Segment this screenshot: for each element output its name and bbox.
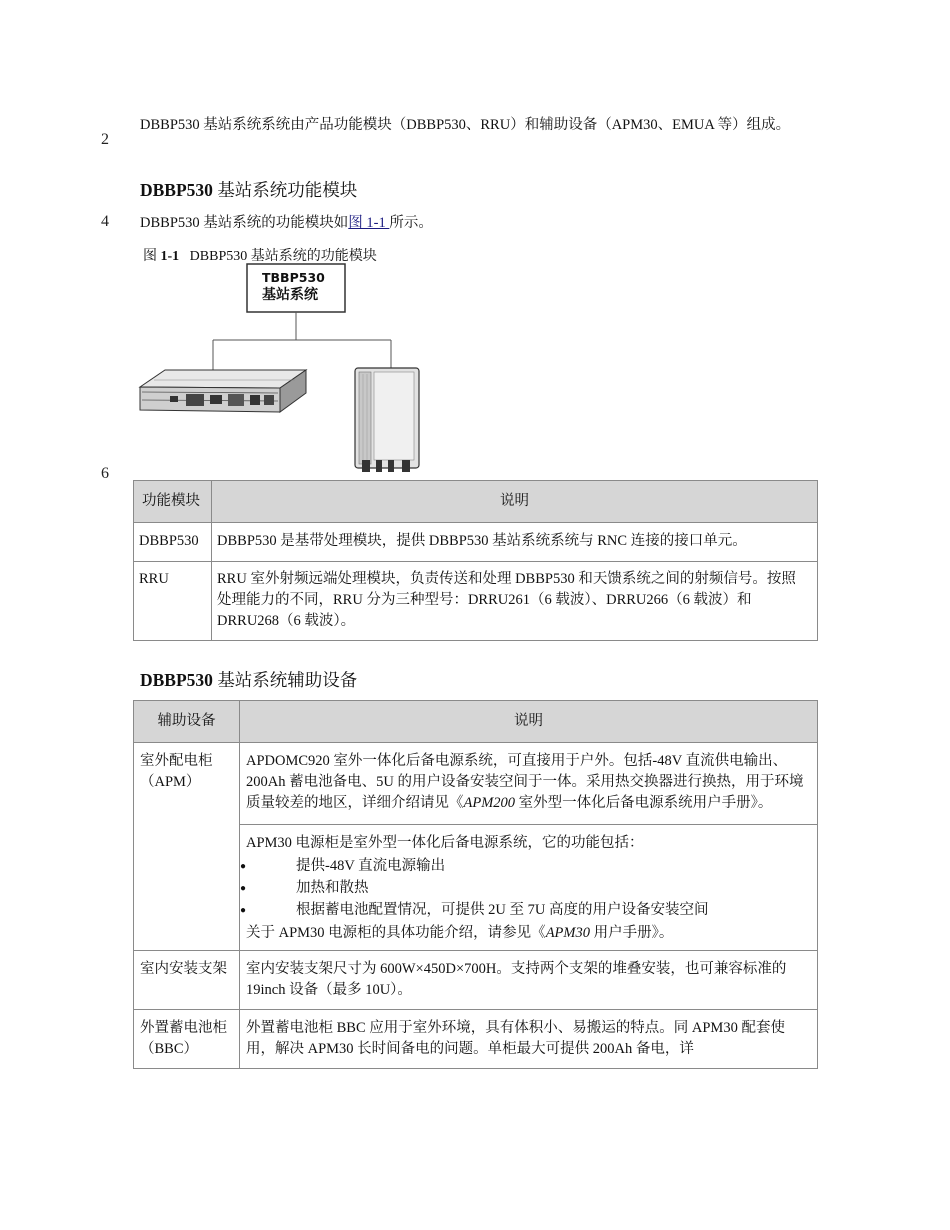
- line-number: 4: [101, 213, 109, 230]
- figure-reference-sentence: [140, 212, 830, 234]
- equipment-name-cell: 外置蓄电池柜（BBC）: [134, 1010, 240, 1069]
- sentence-text: DBBP530 基站系统的功能模块如: [140, 215, 349, 231]
- equipment-desc-cell: [240, 743, 818, 825]
- dbbp530-chassis-icon: [140, 370, 306, 412]
- desc-intro: APM30 电源柜是室外型一体化后备电源系统，它的功能包括：: [246, 835, 644, 851]
- desc-text: 室外型一体化后备电源系统用户手册》。: [515, 795, 773, 811]
- bullet-text: 加热和散热: [296, 880, 369, 896]
- caption-text: DBBP530 基站系统的功能模块: [179, 249, 377, 264]
- heading-text: 基站系统功能模块: [212, 180, 358, 200]
- table-row: [134, 523, 818, 562]
- caption-prefix: 图: [143, 249, 161, 264]
- equipment-desc-cell: 室内安装支架尺寸为 600W×450D×700H。支持两个支架的堆叠安装，也可兼容标准的 19inch 设备（最多 10U）。: [240, 951, 818, 1010]
- section-heading-modules: [140, 177, 357, 202]
- bullet-icon: ●: [240, 883, 247, 894]
- table-row: [134, 562, 818, 641]
- equipment-desc-cell: 外置蓄电池柜 BBC 应用于室外环境，具有体积小、易搬运的特点。同 APM30 配套使用，解决 APM30 长时间备电的问题。单柜最大可提供 200Ah 备电，详: [240, 1010, 818, 1069]
- function-module-diagram: [130, 260, 450, 475]
- bullet-item: [240, 878, 811, 899]
- column-header: 说明: [240, 701, 818, 743]
- heading-text: 基站系统辅助设备: [212, 670, 358, 690]
- heading-bold: DBBP530: [140, 180, 213, 200]
- function-module-table: [133, 480, 818, 641]
- column-header: 功能模块: [134, 481, 212, 523]
- desc-outro: [246, 923, 811, 944]
- intro-paragraph: DBBP530 基站系统系统由产品功能模块（DBBP530、RRU）和辅助设备（APM30、EMUA 等）组成。: [140, 117, 791, 133]
- table-header-row: [134, 481, 818, 523]
- module-name-cell: DBBP530: [134, 523, 212, 562]
- figure-link[interactable]: 图 1-1: [348, 215, 390, 231]
- bullet-item: [240, 856, 811, 877]
- system-box-subtitle: 基站系统: [262, 287, 318, 303]
- bullet-text: 根据蓄电池配置情况，可提供 2U 至 7U 高度的用户设备安装空间: [296, 902, 709, 918]
- auxiliary-equipment-table: [133, 700, 818, 1069]
- equipment-name-cell: 室外配电柜（APM）: [134, 743, 240, 951]
- section-heading-auxiliary: [140, 667, 357, 692]
- table-row: [134, 743, 818, 825]
- bullet-item: [240, 900, 811, 921]
- module-desc-cell: RRU 室外射频远端处理模块，负责传送和处理 DBBP530 和天馈系统之间的射频信号。按照处理能力的不同，RRU 分为三种型号：DRRU261（6 载波）、DRRU266（6 载波）和 DRRU268（6 载波）。: [212, 562, 818, 641]
- line-number: 2: [101, 131, 109, 148]
- column-header: 辅助设备: [134, 701, 240, 743]
- equipment-desc-cell: [240, 825, 818, 951]
- rru-unit-icon: [355, 368, 419, 472]
- bullet-icon: ●: [240, 905, 247, 916]
- desc-italic: APM30: [545, 925, 590, 941]
- module-desc-cell: DBBP530 是基带处理模块，提供 DBBP530 基站系统系统与 RNC 连接的接口单元。: [212, 523, 818, 562]
- line-number: 6: [101, 465, 109, 482]
- sentence-text: 所示。: [389, 215, 433, 231]
- module-name-cell: RRU: [134, 562, 212, 641]
- bullet-text: 提供-48V 直流电源输出: [296, 858, 446, 874]
- desc-italic: APM200: [463, 795, 516, 811]
- desc-text: APDOMC920 室外一体化后备电源系统，可直接用于户外。包括-48V 直流供电输出、200Ah 蓄电池备电、5U 的用户设备安装空间于一体。采用热交换器进行换热，用于环境质量较差的地区，详细介绍请见《: [246, 753, 804, 811]
- bullet-icon: ●: [240, 861, 247, 872]
- equipment-name-cell: 室内安装支架: [134, 951, 240, 1010]
- desc-text: 用户手册》。: [589, 925, 674, 941]
- table-header-row: [134, 701, 818, 743]
- desc-text: 关于 APM30 电源柜的具体功能介绍，请参见《: [246, 925, 546, 941]
- caption-number: 1-1: [160, 249, 180, 264]
- table-row: [134, 1010, 818, 1069]
- table-row: [134, 951, 818, 1010]
- heading-bold: DBBP530: [140, 670, 213, 690]
- column-header: 说明: [212, 481, 818, 523]
- system-box-title: TBBP530: [262, 270, 325, 285]
